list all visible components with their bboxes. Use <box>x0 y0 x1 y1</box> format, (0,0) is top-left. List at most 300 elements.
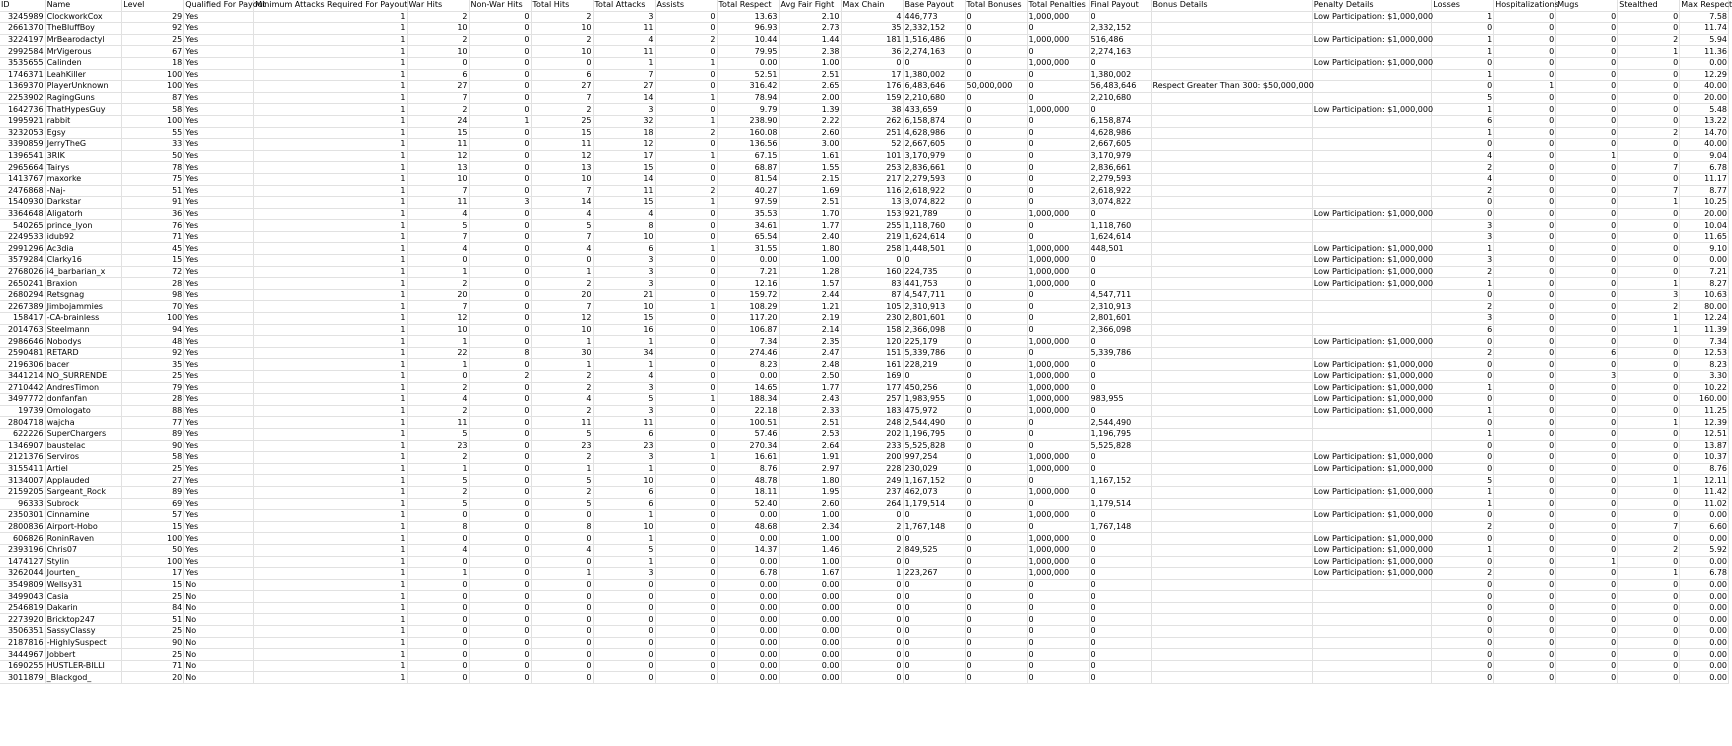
table-cell[interactable]: 0 <box>1027 139 1089 151</box>
table-cell[interactable]: 1 <box>655 57 717 69</box>
table-cell[interactable]: 1 <box>254 521 407 533</box>
table-cell[interactable]: 0 <box>1556 81 1618 93</box>
table-cell[interactable]: 0 <box>1494 23 1556 35</box>
table-cell[interactable]: 1.44 <box>779 34 841 46</box>
table-cell[interactable]: 177 <box>841 382 903 394</box>
table-cell[interactable]: 78.94 <box>717 92 779 104</box>
table-cell[interactable]: 1642736 <box>0 104 45 116</box>
table-cell[interactable]: 0 <box>1618 486 1680 498</box>
table-cell[interactable] <box>1312 231 1432 243</box>
table-cell[interactable]: 14 <box>593 173 655 185</box>
table-cell[interactable] <box>1151 266 1312 278</box>
table-cell[interactable]: 159 <box>841 92 903 104</box>
table-cell[interactable]: 5.94 <box>1680 34 1729 46</box>
table-cell[interactable]: 5,525,828 <box>903 440 965 452</box>
table-cell[interactable]: 25 <box>122 626 184 638</box>
table-cell[interactable]: 219 <box>841 231 903 243</box>
table-cell[interactable]: 1.55 <box>779 162 841 174</box>
table-cell[interactable]: 0 <box>1027 637 1089 649</box>
table-cell[interactable]: 0 <box>903 614 965 626</box>
table-cell[interactable]: Low Participation: $1,000,000 <box>1313 336 1434 346</box>
table-cell[interactable]: 0 <box>1618 382 1680 394</box>
table-cell[interactable]: 5 <box>407 220 469 232</box>
column-header[interactable]: Non-War Hits <box>469 0 531 11</box>
table-cell[interactable]: 0 <box>1494 266 1556 278</box>
table-cell[interactable]: 0 <box>965 521 1027 533</box>
table-cell[interactable]: 2273920 <box>0 614 45 626</box>
table-cell[interactable]: 0 <box>1027 324 1089 336</box>
table-cell[interactable] <box>1151 46 1312 58</box>
table-cell[interactable]: 0 <box>965 104 1027 116</box>
table-cell[interactable]: 0 <box>655 278 717 290</box>
table-cell[interactable]: 1.00 <box>779 255 841 267</box>
table-cell[interactable]: 2 <box>1618 127 1680 139</box>
table-cell[interactable]: 1 <box>254 324 407 336</box>
table-cell[interactable]: 2 <box>1432 521 1494 533</box>
table-cell[interactable]: 0 <box>841 660 903 672</box>
table-cell[interactable]: 0 <box>407 660 469 672</box>
table-cell[interactable]: 0 <box>1027 115 1089 127</box>
table-cell[interactable]: 65.54 <box>717 231 779 243</box>
table-cell[interactable]: 1 <box>1432 486 1494 498</box>
table-cell[interactable]: 3535655 <box>0 57 45 69</box>
table-cell[interactable]: 3.00 <box>779 139 841 151</box>
table-cell[interactable] <box>1151 428 1312 440</box>
table-cell[interactable]: 48.78 <box>717 475 779 487</box>
table-cell[interactable]: 92 <box>122 347 184 359</box>
table-cell[interactable]: 0 <box>1556 382 1618 394</box>
table-cell[interactable]: 90 <box>122 440 184 452</box>
table-cell[interactable]: 16.61 <box>717 452 779 464</box>
table-cell[interactable]: 1,167,152 <box>903 475 965 487</box>
table-cell[interactable]: 9.79 <box>717 104 779 116</box>
table-cell[interactable] <box>1151 243 1312 255</box>
table-cell[interactable]: RETARD <box>45 347 122 359</box>
table-cell[interactable]: 161 <box>841 359 903 371</box>
table-cell[interactable]: JerryTheG <box>45 139 122 151</box>
table-cell[interactable] <box>1151 452 1312 464</box>
table-cell[interactable] <box>1151 127 1312 139</box>
table-cell[interactable]: 0.00 <box>1680 57 1729 69</box>
table-cell[interactable]: ClockworkCox <box>45 11 122 23</box>
table-cell[interactable]: 38 <box>841 104 903 116</box>
table-cell[interactable]: 1 <box>655 150 717 162</box>
table-cell[interactable]: 2,279,593 <box>903 173 965 185</box>
table-cell[interactable]: 0 <box>469 626 531 638</box>
table-cell[interactable]: 25 <box>122 371 184 383</box>
table-cell[interactable] <box>1151 498 1312 510</box>
table-cell[interactable]: 7 <box>407 92 469 104</box>
table-cell[interactable]: 0 <box>469 127 531 139</box>
table-cell[interactable]: 0 <box>1027 127 1089 139</box>
table-cell[interactable]: 0 <box>1432 556 1494 568</box>
table-cell[interactable] <box>1151 197 1312 209</box>
table-cell[interactable]: 0 <box>841 649 903 661</box>
table-cell[interactable]: 0 <box>1494 243 1556 255</box>
table-cell[interactable]: LeahKiller <box>45 69 122 81</box>
table-cell[interactable]: 3232053 <box>0 127 45 139</box>
table-cell[interactable]: 34 <box>593 347 655 359</box>
table-cell[interactable]: -CA-brainless <box>45 313 122 325</box>
table-cell[interactable]: Respect Greater Than 300: $50,000,000 <box>1152 81 1314 91</box>
table-cell[interactable]: 2.50 <box>779 371 841 383</box>
table-cell[interactable]: 3262044 <box>0 568 45 580</box>
table-cell[interactable]: 94 <box>122 324 184 336</box>
table-cell[interactable]: 0 <box>1556 579 1618 591</box>
table-cell[interactable]: 0 <box>1089 336 1151 348</box>
table-cell[interactable]: 1 <box>254 57 407 69</box>
table-cell[interactable]: 12 <box>531 150 593 162</box>
table-cell[interactable]: 78 <box>122 162 184 174</box>
table-cell[interactable]: 27 <box>593 81 655 93</box>
table-cell[interactable]: 15 <box>593 197 655 209</box>
table-cell[interactable]: 0 <box>655 81 717 93</box>
table-cell[interactable]: Yes <box>184 81 254 93</box>
table-cell[interactable]: 5 <box>407 475 469 487</box>
table-cell[interactable]: 0 <box>965 92 1027 104</box>
column-header[interactable]: Level <box>122 0 184 11</box>
table-cell[interactable]: No <box>184 672 254 684</box>
table-cell[interactable]: 3441214 <box>0 371 45 383</box>
table-cell[interactable]: 1 <box>655 301 717 313</box>
table-cell[interactable] <box>1312 69 1432 81</box>
table-cell[interactable]: Yes <box>184 115 254 127</box>
table-cell[interactable]: Yes <box>184 347 254 359</box>
table-cell[interactable]: 1.80 <box>779 475 841 487</box>
table-cell[interactable]: 55 <box>122 127 184 139</box>
table-cell[interactable]: 0.00 <box>779 672 841 684</box>
table-cell[interactable]: 2804718 <box>0 417 45 429</box>
table-cell[interactable]: 1 <box>531 266 593 278</box>
table-cell[interactable]: 1 <box>1432 34 1494 46</box>
table-cell[interactable]: 1 <box>254 475 407 487</box>
table-cell[interactable]: 31.55 <box>717 243 779 255</box>
table-cell[interactable]: 1 <box>1432 127 1494 139</box>
table-cell[interactable]: 223,267 <box>903 568 965 580</box>
table-cell[interactable]: 7.34 <box>1680 336 1729 348</box>
table-cell[interactable]: 2393196 <box>0 544 45 556</box>
table-cell[interactable]: 0 <box>903 510 965 522</box>
table-cell[interactable]: 3RIK <box>45 150 122 162</box>
table-cell[interactable]: 2,801,601 <box>903 313 965 325</box>
table-cell[interactable]: 0 <box>1556 394 1618 406</box>
table-cell[interactable]: 51 <box>122 614 184 626</box>
table-cell[interactable]: 0 <box>407 556 469 568</box>
table-cell[interactable]: 0 <box>1494 660 1556 672</box>
table-cell[interactable]: 0 <box>903 579 965 591</box>
table-cell[interactable]: 0 <box>1432 289 1494 301</box>
table-cell[interactable]: 0.00 <box>1680 637 1729 649</box>
table-cell[interactable]: 0 <box>469 510 531 522</box>
table-cell[interactable]: 20 <box>122 672 184 684</box>
table-cell[interactable]: 34.61 <box>717 220 779 232</box>
table-cell[interactable]: 0 <box>1494 521 1556 533</box>
table-cell[interactable]: Yes <box>184 521 254 533</box>
table-cell[interactable]: 0.00 <box>717 533 779 545</box>
table-cell[interactable]: 0 <box>1618 591 1680 603</box>
table-cell[interactable]: 13.87 <box>1680 440 1729 452</box>
table-cell[interactable]: 4 <box>593 208 655 220</box>
table-cell[interactable]: 0 <box>965 475 1027 487</box>
table-cell[interactable]: 0 <box>1432 336 1494 348</box>
table-cell[interactable]: 153 <box>841 208 903 220</box>
table-cell[interactable]: 1.69 <box>779 185 841 197</box>
table-cell[interactable]: 0 <box>1027 428 1089 440</box>
table-cell[interactable]: 0 <box>1494 452 1556 464</box>
table-cell[interactable]: 0 <box>965 486 1027 498</box>
table-cell[interactable]: 0 <box>1494 405 1556 417</box>
table-cell[interactable]: 0 <box>469 428 531 440</box>
table-cell[interactable]: Yes <box>184 104 254 116</box>
table-cell[interactable]: 0 <box>655 104 717 116</box>
table-cell[interactable] <box>1151 394 1312 406</box>
table-cell[interactable]: Yes <box>184 11 254 23</box>
table-cell[interactable]: 0 <box>1494 139 1556 151</box>
table-cell[interactable]: 7 <box>1618 162 1680 174</box>
table-cell[interactable]: 0.00 <box>779 637 841 649</box>
table-cell[interactable]: Low Participation: $1,000,000 <box>1313 464 1434 474</box>
table-cell[interactable]: 4 <box>531 243 593 255</box>
table-cell[interactable] <box>1312 185 1432 197</box>
table-cell[interactable]: 15 <box>122 521 184 533</box>
table-cell[interactable]: 251 <box>841 127 903 139</box>
table-cell[interactable]: 0 <box>1494 347 1556 359</box>
table-cell[interactable]: 0 <box>1556 475 1618 487</box>
table-cell[interactable]: 1 <box>1618 46 1680 58</box>
table-cell[interactable]: 3499043 <box>0 591 45 603</box>
table-cell[interactable]: 0 <box>593 602 655 614</box>
table-cell[interactable]: 1,000,000 <box>1027 104 1089 116</box>
table-cell[interactable]: 2.14 <box>779 324 841 336</box>
table-cell[interactable]: 51 <box>122 185 184 197</box>
table-cell[interactable]: 0 <box>1556 324 1618 336</box>
table-cell[interactable]: 27 <box>407 81 469 93</box>
table-cell[interactable]: 11 <box>407 417 469 429</box>
table-cell[interactable]: 1 <box>531 463 593 475</box>
table-cell[interactable]: donfanfan <box>45 394 122 406</box>
table-cell[interactable]: 7.21 <box>1680 266 1729 278</box>
table-cell[interactable] <box>1151 11 1312 23</box>
table-cell[interactable]: 0 <box>469 139 531 151</box>
table-cell[interactable] <box>1151 614 1312 626</box>
table-cell[interactable]: 0 <box>1494 313 1556 325</box>
table-cell[interactable]: 1.77 <box>779 382 841 394</box>
table-cell[interactable]: 4 <box>407 544 469 556</box>
table-cell[interactable]: 0 <box>1556 255 1618 267</box>
table-cell[interactable]: Yes <box>184 139 254 151</box>
table-cell[interactable]: 2 <box>531 278 593 290</box>
table-cell[interactable]: 0.00 <box>779 614 841 626</box>
table-cell[interactable]: 7 <box>531 231 593 243</box>
table-cell[interactable]: 0 <box>1556 336 1618 348</box>
table-cell[interactable]: 158 <box>841 324 903 336</box>
table-cell[interactable]: 1 <box>1432 69 1494 81</box>
table-cell[interactable]: 1 <box>1432 11 1494 23</box>
table-cell[interactable]: 22 <box>407 347 469 359</box>
table-cell[interactable]: 225,179 <box>903 336 965 348</box>
table-cell[interactable]: 0 <box>1494 510 1556 522</box>
table-cell[interactable]: 2 <box>407 11 469 23</box>
table-cell[interactable]: 8.76 <box>1680 463 1729 475</box>
table-cell[interactable]: Yes <box>184 185 254 197</box>
table-cell[interactable]: 1 <box>1432 405 1494 417</box>
table-cell[interactable]: Yes <box>184 428 254 440</box>
table-cell[interactable]: 0 <box>655 660 717 672</box>
table-cell[interactable]: 0 <box>407 637 469 649</box>
table-cell[interactable]: 2 <box>841 544 903 556</box>
table-cell[interactable]: 6 <box>593 498 655 510</box>
table-cell[interactable] <box>1312 521 1432 533</box>
table-cell[interactable]: 0 <box>1494 463 1556 475</box>
table-cell[interactable]: No <box>184 579 254 591</box>
table-cell[interactable]: 0 <box>1556 243 1618 255</box>
table-cell[interactable]: 13 <box>841 197 903 209</box>
table-cell[interactable]: 0 <box>1027 591 1089 603</box>
table-cell[interactable]: 0 <box>965 568 1027 580</box>
table-cell[interactable]: 10.22 <box>1680 382 1729 394</box>
table-cell[interactable]: 2.60 <box>779 127 841 139</box>
table-cell[interactable]: 0 <box>407 371 469 383</box>
table-cell[interactable]: i4_barbarian_x <box>45 266 122 278</box>
table-cell[interactable] <box>1151 173 1312 185</box>
table-cell[interactable]: 1 <box>593 336 655 348</box>
table-cell[interactable]: 36 <box>122 208 184 220</box>
table-cell[interactable]: 0 <box>655 556 717 568</box>
table-cell[interactable]: 10 <box>593 475 655 487</box>
table-cell[interactable]: 2.43 <box>779 394 841 406</box>
table-cell[interactable]: 160 <box>841 266 903 278</box>
table-cell[interactable]: 0 <box>1494 104 1556 116</box>
table-cell[interactable]: 1,624,614 <box>903 231 965 243</box>
table-cell[interactable]: 997,254 <box>903 452 965 464</box>
table-cell[interactable]: 0 <box>1556 301 1618 313</box>
table-cell[interactable]: 1 <box>254 440 407 452</box>
table-cell[interactable]: 0 <box>1089 104 1151 116</box>
table-cell[interactable]: Ac3dia <box>45 243 122 255</box>
table-cell[interactable]: 1.00 <box>779 556 841 568</box>
table-cell[interactable]: Yes <box>184 231 254 243</box>
table-cell[interactable]: Low Participation: $1,000,000 <box>1313 11 1434 21</box>
table-cell[interactable]: 0 <box>1494 672 1556 684</box>
table-cell[interactable]: 0 <box>655 602 717 614</box>
table-cell[interactable]: 0 <box>1089 510 1151 522</box>
table-cell[interactable]: 0 <box>1494 591 1556 603</box>
table-cell[interactable] <box>1312 220 1432 232</box>
table-cell[interactable]: 0 <box>531 614 593 626</box>
table-cell[interactable]: 176 <box>841 81 903 93</box>
table-cell[interactable]: 10 <box>531 46 593 58</box>
table-cell[interactable]: 0 <box>1494 301 1556 313</box>
table-cell[interactable] <box>1312 637 1432 649</box>
table-cell[interactable]: 1 <box>254 347 407 359</box>
table-cell[interactable]: 0 <box>1089 672 1151 684</box>
table-cell[interactable] <box>1151 371 1312 383</box>
table-cell[interactable]: 0 <box>531 591 593 603</box>
table-cell[interactable]: 0 <box>469 556 531 568</box>
table-cell[interactable]: 516,486 <box>1089 34 1151 46</box>
table-cell[interactable]: 3,074,822 <box>1089 197 1151 209</box>
table-cell[interactable]: 0 <box>469 440 531 452</box>
table-cell[interactable]: 1 <box>1494 81 1556 93</box>
table-cell[interactable]: 224,735 <box>903 266 965 278</box>
table-cell[interactable]: 238.90 <box>717 115 779 127</box>
table-cell[interactable]: 3506351 <box>0 626 45 638</box>
table-cell[interactable]: 6 <box>593 428 655 440</box>
table-cell[interactable]: 1,118,760 <box>1089 220 1151 232</box>
table-cell[interactable]: Low Participation: $1,000,000 <box>1313 487 1434 497</box>
table-cell[interactable]: 0 <box>965 150 1027 162</box>
table-cell[interactable]: 0 <box>1089 637 1151 649</box>
table-cell[interactable]: 5 <box>407 428 469 440</box>
table-cell[interactable]: 2,667,605 <box>1089 139 1151 151</box>
table-cell[interactable]: 0 <box>965 510 1027 522</box>
table-cell[interactable]: Yes <box>184 92 254 104</box>
table-cell[interactable]: 1 <box>655 394 717 406</box>
table-cell[interactable]: 3 <box>469 197 531 209</box>
table-cell[interactable]: 24 <box>407 115 469 127</box>
table-cell[interactable]: 0 <box>965 139 1027 151</box>
table-cell[interactable]: 1,179,514 <box>903 498 965 510</box>
table-cell[interactable]: 0 <box>407 255 469 267</box>
table-cell[interactable]: 2,836,661 <box>1089 162 1151 174</box>
table-cell[interactable] <box>1312 81 1432 93</box>
table-cell[interactable]: 0 <box>1089 463 1151 475</box>
table-cell[interactable]: Artiel <box>45 463 122 475</box>
table-cell[interactable]: 0 <box>965 579 1027 591</box>
table-cell[interactable]: 3497772 <box>0 394 45 406</box>
table-cell[interactable]: 2768026 <box>0 266 45 278</box>
table-cell[interactable]: 1 <box>407 568 469 580</box>
table-cell[interactable]: 188.34 <box>717 394 779 406</box>
table-cell[interactable]: 79.95 <box>717 46 779 58</box>
table-cell[interactable]: 1 <box>254 313 407 325</box>
table-cell[interactable]: 0 <box>1618 243 1680 255</box>
table-cell[interactable]: 0 <box>1556 463 1618 475</box>
table-cell[interactable]: 0 <box>469 486 531 498</box>
table-cell[interactable]: 101 <box>841 150 903 162</box>
table-cell[interactable]: 0 <box>1432 602 1494 614</box>
table-cell[interactable]: 17 <box>841 69 903 81</box>
table-cell[interactable]: 2 <box>407 278 469 290</box>
table-cell[interactable]: 2965664 <box>0 162 45 174</box>
table-cell[interactable]: 2.64 <box>779 440 841 452</box>
table-cell[interactable]: 1 <box>1618 313 1680 325</box>
table-cell[interactable]: 0 <box>407 510 469 522</box>
table-cell[interactable]: 0 <box>1618 440 1680 452</box>
table-cell[interactable]: 1 <box>1556 556 1618 568</box>
table-cell[interactable]: 0 <box>1618 173 1680 185</box>
table-cell[interactable]: 1 <box>254 544 407 556</box>
table-cell[interactable]: 0 <box>1618 23 1680 35</box>
table-cell[interactable]: 12.39 <box>1680 417 1729 429</box>
table-cell[interactable]: 0 <box>965 231 1027 243</box>
table-cell[interactable]: 0 <box>965 115 1027 127</box>
column-header[interactable]: Penalty Details <box>1312 0 1432 11</box>
table-cell[interactable]: baustelac <box>45 440 122 452</box>
table-cell[interactable]: 0 <box>1494 602 1556 614</box>
table-cell[interactable]: 0 <box>469 533 531 545</box>
table-cell[interactable]: 7 <box>531 185 593 197</box>
table-cell[interactable]: 2,332,152 <box>1089 23 1151 35</box>
table-cell[interactable]: 17 <box>122 568 184 580</box>
table-cell[interactable]: 0 <box>1494 69 1556 81</box>
table-cell[interactable]: 0 <box>655 347 717 359</box>
table-cell[interactable] <box>1151 220 1312 232</box>
table-cell[interactable]: Yes <box>184 486 254 498</box>
table-cell[interactable]: 0 <box>1556 115 1618 127</box>
table-cell[interactable]: 5 <box>593 544 655 556</box>
table-cell[interactable]: RoninRaven <box>45 533 122 545</box>
